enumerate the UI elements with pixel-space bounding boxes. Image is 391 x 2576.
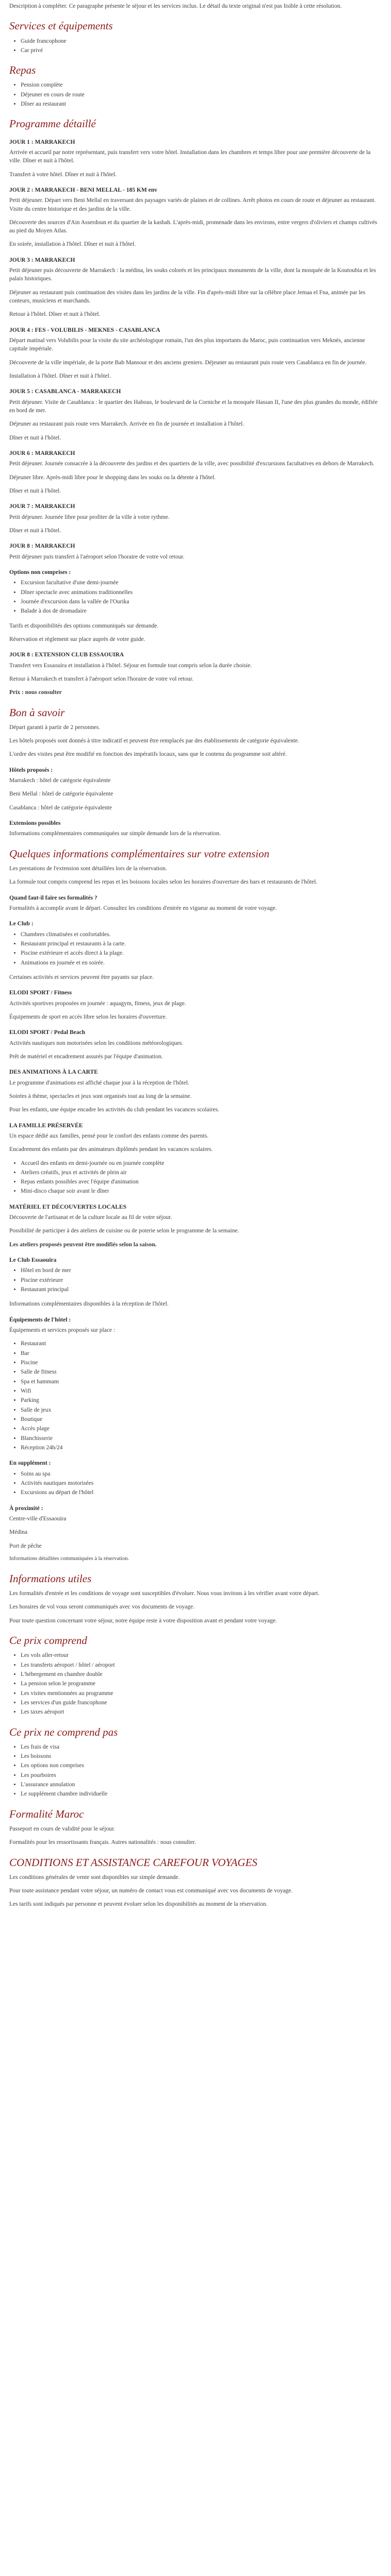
infos-text: Pour toute question concernant votre séjour, notre équipe reste à votre disposition avant et pendant votre voyage.: [9, 1617, 277, 1624]
day-heading: JOUR 4 : FES - VOLUBILIS - MEKNES - CASABLANCA: [9, 327, 160, 333]
equipements-intro: Équipements et services proposés sur place :: [9, 1327, 116, 1334]
bon-savoir-text: L'ordre des visites peut être modifié en fonction des impératifs locaux, sans que le contenu du programme soit altéré.: [9, 751, 287, 758]
day-text: Petit déjeuner. Visite de Casablanca : le quartier des Habous, le boulevard de la Corniche et la mosquée Hassan II, l'une des plus grandes du monde, édifiée en bord de mer.: [9, 399, 378, 414]
list-item: • Car privé: [21, 46, 382, 55]
non-compris-title: Ce prix ne comprend pas: [9, 1725, 118, 1738]
club-essaouira-section: [9, 1256, 382, 1563]
meals-title: Repas: [9, 64, 36, 77]
day-text: Petit déjeuner. Journée consacrée à la découverte des jardins et des quartiers de la ville, avec possibilité d'excursions facultatives en dehors de Marrakech.: [9, 461, 374, 467]
quelques-infos-text: La formule tout compris comprend les repas et les boissons locales selon les horaires d'ouverture des bars et restaurants de l'hôtel.: [9, 879, 318, 886]
day-heading: JOUR 3 : MARRAKECH: [9, 257, 75, 263]
options-list: [9, 579, 382, 615]
list-item: • Salle de jeux: [21, 1406, 382, 1414]
extras-text: Informations complémentaires communiquées sur simple demande lors de la réservation.: [9, 831, 221, 837]
day-heading: JOUR 6 : MARRAKECH: [9, 450, 75, 457]
club-list: [9, 930, 382, 967]
extension-text: Transfert vers Essaouira et installation à l'hôtel. Séjour en formule tout compris selon la durée choisie.: [9, 662, 252, 669]
elodi-sport-title: ELODI SPORT / Fitness: [9, 990, 72, 996]
list-item: • Repas enfants possibles avec l'équipe d'animation: [21, 1178, 382, 1186]
club-essaouira-title: Le Club Essaouira: [9, 1257, 57, 1264]
day-text: Transfert à votre hôtel. Dîner et nuit à l'hôtel.: [9, 171, 117, 178]
day-text: Petit déjeuner puis transfert à l'aéroport selon l'horaire de votre vol retour.: [9, 553, 185, 560]
options-section: [9, 568, 382, 643]
program-section: [9, 117, 382, 561]
quelques-infos-section: [9, 848, 382, 981]
elodi-plage-section: [9, 1028, 382, 1061]
list-item: • Les transferts aéroport / hôtel / aéroport: [21, 1661, 382, 1669]
formalites-title: Formalité Maroc: [9, 1807, 84, 1820]
conditions-section: [9, 1856, 382, 1909]
list-item: • Salle de fitness: [21, 1368, 382, 1376]
animations-text: Pour les enfants, une équipe encadre les activités du club pendant les vacances scolaires.: [9, 1107, 220, 1113]
equipements-list: [9, 1340, 382, 1452]
day-text: En soirée, installation à l'hôtel. Dîner et nuit à l'hôtel.: [9, 241, 136, 248]
list-item: • Les frais de visa: [21, 1743, 382, 1751]
club-title: Le Club :: [9, 921, 34, 927]
elodi-sport-section: [9, 989, 382, 1021]
list-item: • Piscine extérieure et accès direct à la plage.: [21, 949, 382, 957]
equipements-title: Équipements de l'hôtel :: [9, 1316, 71, 1323]
elodi-plage-title: ELODI SPORT / Pedal Beach: [9, 1029, 85, 1036]
supplements-list: [9, 1470, 382, 1497]
services-list: [9, 37, 382, 55]
formalites-section: [9, 1808, 382, 1847]
adresse-line: Médina: [9, 1529, 28, 1536]
list-item: • Spa et hammam: [21, 1378, 382, 1386]
options-note: Tarifs et disponibilités des options communiqués sur demande.: [9, 622, 159, 629]
bon-savoir-text: Les hôtels proposés sont donnés à titre indicatif et peuvent être remplacés par des établissements de catégorie équivalente.: [9, 738, 300, 744]
list-item: • Excursions au départ de l'hôtel: [21, 1488, 382, 1497]
list-item: • Les taxes aéroport: [21, 1708, 382, 1716]
list-item: • Déjeuner en cours de route: [21, 91, 382, 99]
compris-list: [9, 1651, 382, 1716]
list-item: • Piscine extérieure: [21, 1276, 382, 1284]
club-essaouira-list: [9, 1266, 382, 1294]
materiel-text: Possibilité de participer à des ateliers de cuisine ou de poterie selon le programme de la semaine.: [9, 1228, 239, 1234]
elodi-sport-text: Équipements de sport en accès libre selon les horaires d'ouverture.: [9, 1013, 167, 1020]
list-item: • Journée d'excursion dans la vallée de l'Ourika: [21, 598, 382, 606]
day-text: Retour à l'hôtel. Dîner et nuit à l'hôtel.: [9, 311, 101, 318]
club-essaouira-text: Informations complémentaires disponibles à la réception de l'hôtel.: [9, 1301, 169, 1308]
day-heading: JOUR 7 : MARRAKECH: [9, 503, 75, 510]
list-item: • Ateliers créatifs, jeux et activités de plein air: [21, 1168, 382, 1177]
day-text: Petit déjeuner. Journée libre pour profiter de la ville à votre rythme.: [9, 514, 170, 520]
hotels-title: Hôtels proposés :: [9, 767, 53, 773]
day-text: Déjeuner libre. Après-midi libre pour le shopping dans les souks ou la détente à l'hôtel.: [9, 474, 216, 481]
day-heading: JOUR 8 : MARRAKECH: [9, 543, 75, 550]
day-text: Dîner et nuit à l'hôtel.: [9, 528, 61, 534]
elodi-plage-text: Activités nautiques non motorisées selon les conditions météorologiques.: [9, 1040, 184, 1046]
day-text: Départ matinal vers Volubilis pour la visite du site archéologique romain, l'un des plus importants du Maroc, puis continuation vers Meknès, ancienne capitale impériale.: [9, 337, 365, 352]
list-item: • Les boissons: [21, 1752, 382, 1760]
list-item: • Balade à dos de dromadaire: [21, 607, 382, 615]
infos-title: Informations utiles: [9, 1572, 92, 1585]
list-item: • Accès plage: [21, 1425, 382, 1433]
extras-title: Extensions possibles: [9, 820, 61, 827]
program-title: Programme détaillé: [9, 117, 96, 130]
day-text: Petit déjeuner puis découverte de Marrakech : la médina, les souks colorés et les principaux monuments de la ville, dont la mosquée de la Koutoubia et les palais historiques.: [9, 267, 376, 282]
quelques-infos-title: Quelques informations complémentaires sur votre extension: [9, 847, 270, 860]
famille-text: Un espace dédié aux familles, pensé pour le confort des enfants comme des parents.: [9, 1132, 209, 1139]
day-text: Petit déjeuner. Départ vers Beni Mellal en traversant des paysages variés de plaines et de collines. Arrêt photos en cours de route et déjeuner au restaurant. Visite du centre historique et des jardins de la ville.: [9, 197, 376, 212]
intro-text: Description à compléter. Ce paragraphe présente le séjour et les services inclus. Le détail du texte original n'est pas lisible à cette résolution.: [9, 3, 342, 9]
day-text: Découverte des sources d'Ain Asserdoun et du quartier de la kasbah. L'après-midi, promenade dans les environs, entre vergers d'oliviers et champs cultivés au pied du Moyen Atlas.: [9, 219, 378, 234]
animations-section: [9, 1068, 382, 1114]
day-heading: JOUR 2 : MARRAKECH - BENI MELLAL - 185 KM env: [9, 187, 157, 193]
list-item: • Soins au spa: [21, 1470, 382, 1478]
extension-price: Prix : nous consulter: [9, 689, 62, 696]
conditions-text: Les conditions générales de vente sont disponibles sur simple demande.: [9, 1874, 180, 1880]
bon-savoir-section: [9, 706, 382, 838]
formalites-note-text: Formalités à accomplir avant le départ. Consultez les conditions d'entrée en vigueur au moment de votre voyage.: [9, 905, 277, 911]
day-heading: JOUR 5 : CASABLANCA - MARRAKECH: [9, 388, 121, 395]
list-item: • Activités nautiques motorisées: [21, 1479, 382, 1487]
conditions-text: Pour toute assistance pendant votre séjour, un numéro de contact vous est communiqué avec vos documents de voyage.: [9, 1888, 293, 1894]
services-title: Services et équipements: [9, 20, 113, 32]
list-item: • La pension selon le programme: [21, 1680, 382, 1688]
extension-section: [9, 651, 382, 697]
list-item: • Excursion facultative d'une demi-journée: [21, 579, 382, 587]
list-item: • Les visites mentionnées au programme: [21, 1689, 382, 1698]
adresse-title: À proximité :: [9, 1505, 43, 1512]
animations-title: DES ANIMATIONS À LA CARTE: [9, 1069, 98, 1076]
day-text: Dîner et nuit à l'hôtel.: [9, 488, 61, 495]
materiel-label: Les ateliers proposés peuvent être modifiés selon la saison.: [9, 1241, 157, 1248]
infos-text: Les horaires de vol vous seront communiqués avec vos documents de voyage.: [9, 1604, 194, 1611]
elodi-plage-text: Prêt de matériel et encadrement assurés par l'équipe d'animation.: [9, 1053, 163, 1060]
meals-list: [9, 81, 382, 108]
list-item: • Mini-disco chaque soir avant le dîner: [21, 1187, 382, 1195]
materiel-section: [9, 1203, 382, 1249]
day-text: Dîner et nuit à l'hôtel.: [9, 434, 61, 441]
famille-section: [9, 1122, 382, 1196]
animations-text: Soirées à thème, spectacles et jeux sont organisés tout au long de la semaine.: [9, 1093, 192, 1099]
famille-text: Encadrement des enfants par des animateurs diplômés pendant les vacances scolaires.: [9, 1146, 213, 1153]
animations-text: Le programme d'animations est affiché chaque jour à la réception de l'hôtel.: [9, 1079, 189, 1086]
list-item: • Les options non comprises: [21, 1761, 382, 1770]
club-essaouira-detail: Informations détaillées communiquées à la réservation.: [9, 1555, 129, 1562]
options-title: Options non comprises :: [9, 569, 71, 576]
conditions-text: Les tarifs sont indiqués par personne et peuvent évoluer selon les disponibilités au moment de la réservation.: [9, 1901, 268, 1908]
list-item: • Les services d'un guide francophone: [21, 1699, 382, 1707]
hotel-line: Casablanca : hôtel de catégorie équivalente: [9, 804, 112, 811]
list-item: • Bar: [21, 1349, 382, 1358]
list-item: • Réception 24h/24: [21, 1444, 382, 1452]
bon-savoir-title: Bon à savoir: [9, 706, 65, 719]
formalites-text: Passeport en cours de validité pour le séjour.: [9, 1825, 116, 1832]
day-text: Déjeuner au restaurant puis continuation des visites dans les jardins de la ville. Fin d'après-midi libre sur la célèbre place Jemaa el Fna, animée par les conteurs, musiciens et marchands.: [9, 289, 366, 304]
day-text: Arrivée et accueil par notre représentant, puis transfert vers votre hôtel. Installation dans les chambres et temps libre pour une première découverte de la ville. Dîner et nuit à l'hôtel.: [9, 149, 371, 164]
day-heading: JOUR 1 : MARRAKECH: [9, 139, 75, 145]
extension-text: Retour à Marrakech et transfert à l'aéroport selon l'horaire de votre vol retour.: [9, 675, 193, 682]
famille-list: [9, 1159, 382, 1196]
materiel-text: Découverte de l'artisanat et de la culture locale au fil de votre séjour.: [9, 1214, 172, 1221]
quelques-infos-text: Les prestations de l'extension sont détaillées lors de la réservation.: [9, 865, 167, 872]
list-item: • Blanchisserie: [21, 1434, 382, 1443]
list-item: • Piscine: [21, 1359, 382, 1367]
non-compris-section: [9, 1726, 382, 1799]
list-item: • Chambres climatisées et confortables.: [21, 930, 382, 939]
list-item: • Pension complète: [21, 81, 382, 89]
meals-section: [9, 64, 382, 108]
list-item: • Les pourboires: [21, 1771, 382, 1780]
list-item: • Wifi: [21, 1387, 382, 1395]
list-item: • Accueil des enfants en demi-journée ou en journée complète: [21, 1159, 382, 1167]
list-item: • Dîner au restaurant: [21, 100, 382, 108]
elodi-sport-text: Activités sportives proposées en journée : aquagym, fitness, jeux de plage.: [9, 1000, 186, 1007]
conditions-title: CONDITIONS ET ASSISTANCE CAREFOUR VOYAGES: [9, 1856, 257, 1869]
materiel-title: MATÉRIEL ET DÉCOUVERTES LOCALES: [9, 1204, 126, 1210]
list-item: • Restaurant: [21, 1340, 382, 1348]
list-item: • Dîner spectacle avec animations traditionnelles: [21, 588, 382, 597]
list-item: • Animations en journée et en soirée.: [21, 959, 382, 967]
adresse-line: Centre-ville d'Essaouira: [9, 1516, 67, 1522]
list-item: • Restaurant principal et restaurants à la carte.: [21, 940, 382, 948]
formalites-text: Formalités pour les ressortissants français. Autres nationalités : nous consulter.: [9, 1839, 196, 1846]
list-item: • Hôtel en bord de mer: [21, 1266, 382, 1275]
supplements-title: En supplément :: [9, 1460, 51, 1467]
formalites-note-title: Quand faut-il faire ses formalités ?: [9, 894, 97, 901]
day-text: Déjeuner au restaurant puis route vers Marrakech. Arrivée en fin de journée et installation à l'hôtel.: [9, 421, 245, 428]
list-item: • Parking: [21, 1396, 382, 1404]
list-item: • L'hébergement en chambre double: [21, 1670, 382, 1679]
list-item: • Guide francophone: [21, 37, 382, 45]
day-text: Installation à l'hôtel. Dîner et nuit à l'hôtel.: [9, 373, 111, 380]
list-item: • Les vols aller-retour: [21, 1651, 382, 1659]
list-item: • L'assurance annulation: [21, 1781, 382, 1789]
compris-title: Ce prix comprend: [9, 1634, 87, 1647]
non-compris-list: [9, 1743, 382, 1799]
day-text: Découverte de la ville impériale, de la porte Bab Mansour et des anciens greniers. Déjeuner au restaurant puis route vers Casablanca en fin de journée.: [9, 359, 367, 366]
famille-title: LA FAMILLE PRÉSERVÉE: [9, 1122, 83, 1129]
club-note: Certaines activités et services peuvent être payants sur place.: [9, 974, 154, 980]
extension-heading: JOUR 8 : EXTENSION CLUB ESSAOUIRA: [9, 652, 124, 658]
hotel-line: Beni Mellal : hôtel de catégorie équivalente: [9, 791, 113, 798]
services-section: [9, 20, 382, 55]
infos-text: Les formalités d'entrée et les conditions de voyage sont susceptibles d'évoluer. Nous vous invitons à les vérifier avant votre départ.: [9, 1590, 320, 1597]
options-note: Réservation et règlement sur place auprès de votre guide.: [9, 636, 145, 642]
list-item: • Restaurant principal: [21, 1285, 382, 1294]
infos-section: [9, 1572, 382, 1625]
adresse-line: Port de pêche: [9, 1543, 42, 1549]
list-item: • Boutique: [21, 1415, 382, 1423]
bon-savoir-text: Départ garanti à partir de 2 personnes.: [9, 724, 100, 731]
hotel-line: Marrakech : hôtel de catégorie équivalente: [9, 777, 111, 784]
compris-section: [9, 1634, 382, 1716]
list-item: • Le supplément chambre individuelle: [21, 1790, 382, 1798]
